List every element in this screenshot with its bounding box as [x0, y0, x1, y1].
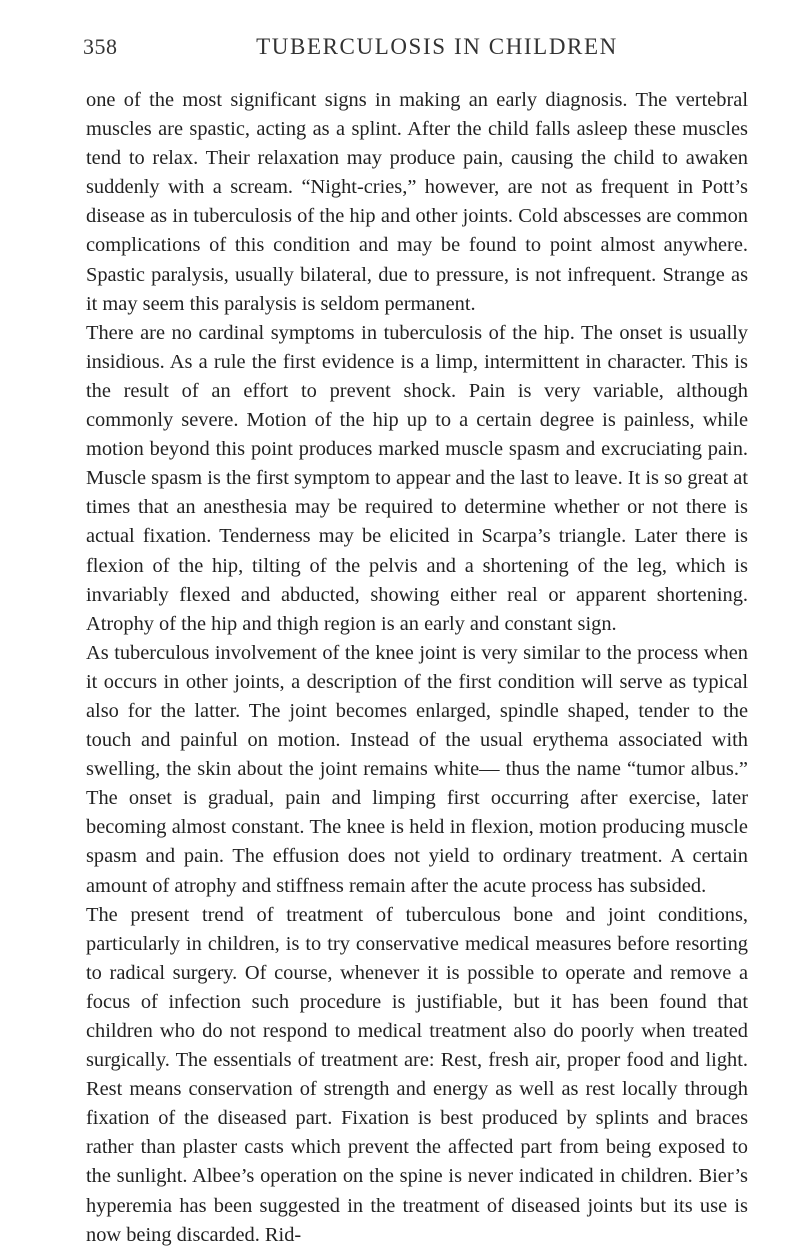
body-text: [86, 86, 748, 1250]
paragraph-treatment: The present trend of treatment of tuberculous bone and joint conditions, particularly in children, is to try conservative medical measures before resorting to radical surgery. Of course, whenever it is possible to operate and remove a focus of infection such procedure is justifiable, but it has been found that children who do not respond to medical treatment also do poorly when treated surgically. The essentials of treatment are: Rest, fresh air, proper food and light. Rest means conservation of strength and energy as well as rest locally through fixation of the diseased part. Fixation is best produced by splints and braces rather than plaster casts which prevent the affected part from being exposed to the sunlight. Albee’s operation on the spine is never indicated in children. Bier’s hyperemia has been suggested in the treatment of diseased joints but its use is now being discarded. Rid-: [86, 903, 748, 1246]
running-head: [83, 34, 748, 74]
page-number: 358: [83, 34, 118, 59]
book-page: [83, 34, 748, 1250]
paragraph-knee-joint: As tuberculous involvement of the knee joint is very similar to the process when it occurs in other joints, a description of the first condition will serve as typical also for the latter. The joint becomes enlarged, spindle shaped, tender to the touch and painful on motion. Instead of the usual erythema associated with swelling, the skin about the joint remains white— thus the name “tumor albus.” The onset is gradual, pain and limping first occurring after exercise, later becoming almost constant. The knee is held in flexion, motion producing muscle spasm and pain. The effusion does not yield to ordinary treatment. A certain amount of atrophy and stiffness remain after the acute process has subsided.: [86, 641, 748, 897]
paragraph-pott-disease: one of the most significant signs in making an early diagnosis. The vertebral muscles are spastic, acting as a splint. After the child falls asleep these muscles tend to relax. Their relaxation may produce pain, causing the child to awaken suddenly with a scream. “Night-cries,” however, are not as frequent in Pott’s disease as in tuberculosis of the hip and other joints. Cold abscesses are common complications of this condition and may be found to point almost anywhere. Spastic paralysis, usually bilateral, due to pressure, is not infrequent. Strange as it may seem this paralysis is seldom permanent.: [86, 89, 748, 315]
running-title: TUBERCULOSIS IN CHILDREN: [256, 34, 618, 59]
paragraph-hip-tuberculosis: There are no cardinal symptoms in tuberculosis of the hip. The onset is usually insidious. As a rule the first evidence is a limp, intermittent in character. This is the result of an effort to prevent shock. Pain is very variable, although commonly severe. Motion of the hip up to a certain degree is painless, while motion beyond this point produces marked muscle spasm and excruciating pain. Muscle spasm is the first symptom to appear and the last to leave. It is so great at times that an anesthesia may be required to determine whether or not there is actual fixation. Tenderness may be elicited in Scarpa’s triangle. Later there is flexion of the hip, tilting of the pelvis and a shortening of the leg, which is invariably flexed and abducted, showing either real or apparent shortening. Atrophy of the hip and thigh region is an early and constant sign.: [86, 321, 748, 635]
